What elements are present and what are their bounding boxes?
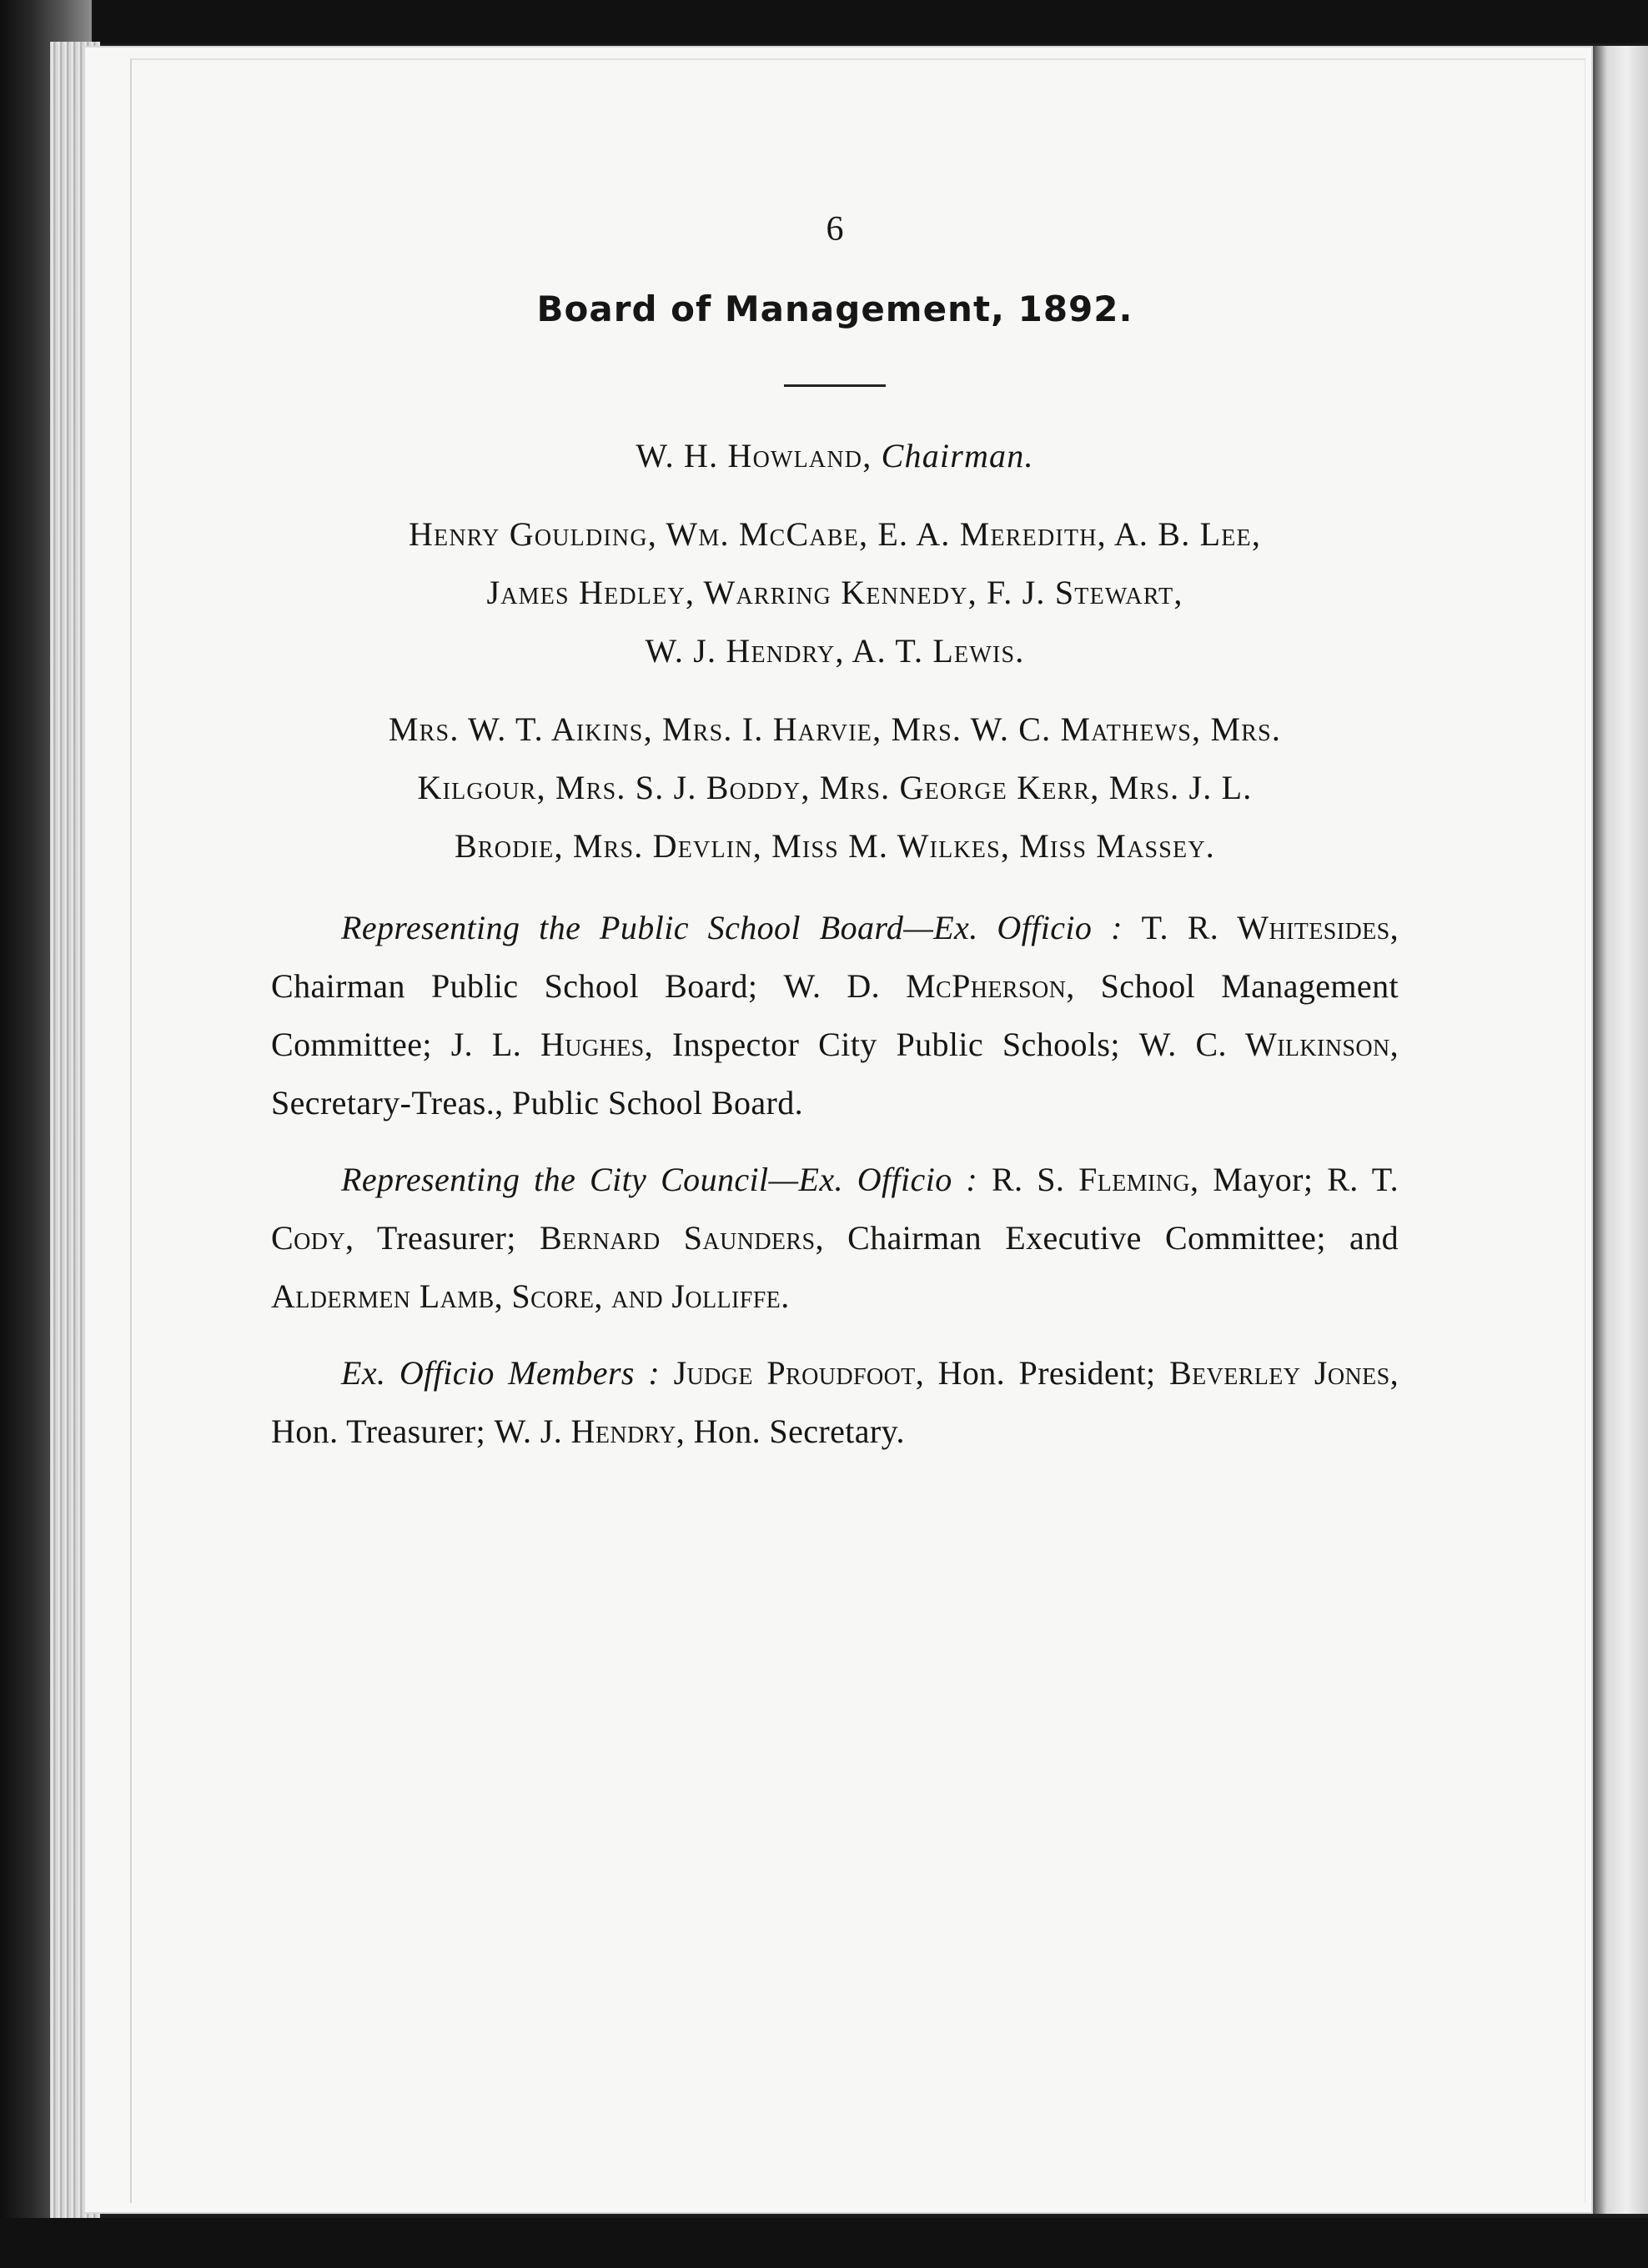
member-name: W. J. Hendry, xyxy=(494,1412,686,1450)
member-role: Treasurer; xyxy=(376,1219,516,1257)
school-board-paragraph xyxy=(271,899,1399,1132)
member-role: Chairman Executive Committee; and xyxy=(847,1219,1399,1257)
member-name: R. S. Fleming, xyxy=(991,1161,1199,1198)
member-role: Inspector City Public Schools; xyxy=(671,1026,1120,1063)
member-line: W. J. Hendry, A. T. Lewis. xyxy=(645,632,1025,670)
scan-bottom-edge xyxy=(0,2218,1648,2268)
scan-top-edge xyxy=(0,0,1648,43)
member-name: Bernard Saunders, xyxy=(540,1219,824,1257)
member-role: Hon. President; xyxy=(937,1354,1156,1392)
member-name: Beverley Jones, xyxy=(1169,1354,1399,1392)
member-role: School Management Committee; xyxy=(271,967,1399,1063)
member-role: Secretary-Treas., Public School Board. xyxy=(271,1084,804,1121)
chairman-role: Chairman. xyxy=(881,437,1034,474)
member-name: W. D. McPherson, xyxy=(783,967,1075,1005)
member-role: Chairman Public School Board; xyxy=(271,967,758,1005)
ex-officio-paragraph xyxy=(271,1344,1399,1461)
member-line: Henry Goulding, Wm. McCabe, E. A. Meredith, A. B. Lee, xyxy=(408,515,1262,553)
member-role: Mayor; xyxy=(1213,1161,1314,1198)
section-label: Representing the Public School Board—Ex. Officio : xyxy=(341,909,1123,946)
member-line: Kilgour, Mrs. S. J. Boddy, Mrs. George Kerr, Mrs. J. L. xyxy=(417,769,1253,806)
facing-page-edge xyxy=(1593,46,1648,2214)
page-content xyxy=(271,204,1399,1461)
member-line: James Hedley, Warring Kennedy, F. J. Stewart, xyxy=(486,574,1183,611)
lady-members xyxy=(271,700,1399,876)
gentlemen-members xyxy=(271,505,1399,680)
page-heading: Board of Management, 1892. xyxy=(536,289,1133,329)
member-name: R. T. Cody, xyxy=(271,1161,1399,1257)
chairman-line xyxy=(271,427,1399,485)
member-name: T. R. Whitesides, xyxy=(1141,909,1399,946)
page-number: 6 xyxy=(826,210,844,248)
aldermen-names: Aldermen Lamb, Score, and Jolliffe. xyxy=(271,1277,790,1315)
section-label: Ex. Officio Members : xyxy=(341,1354,661,1392)
member-name: Judge Proudfoot, xyxy=(673,1354,925,1392)
member-role: Hon. Treasurer; xyxy=(271,1412,486,1450)
member-line: Brodie, Mrs. Devlin, Miss M. Wilkes, Miss Massey. xyxy=(455,827,1215,865)
city-council-paragraph xyxy=(271,1151,1399,1326)
member-name: W. C. Wilkinson, xyxy=(1138,1026,1399,1063)
section-label: Representing the City Council—Ex. Officio : xyxy=(341,1161,978,1198)
heading-rule xyxy=(784,384,886,387)
chairman-name: W. H. Howland, xyxy=(636,437,872,474)
member-name: J. L. Hughes, xyxy=(450,1026,654,1063)
member-role: Hon. Secretary. xyxy=(693,1412,905,1450)
member-line: Mrs. W. T. Aikins, Mrs. I. Harvie, Mrs. W. C. Mathews, Mrs. xyxy=(388,710,1282,748)
